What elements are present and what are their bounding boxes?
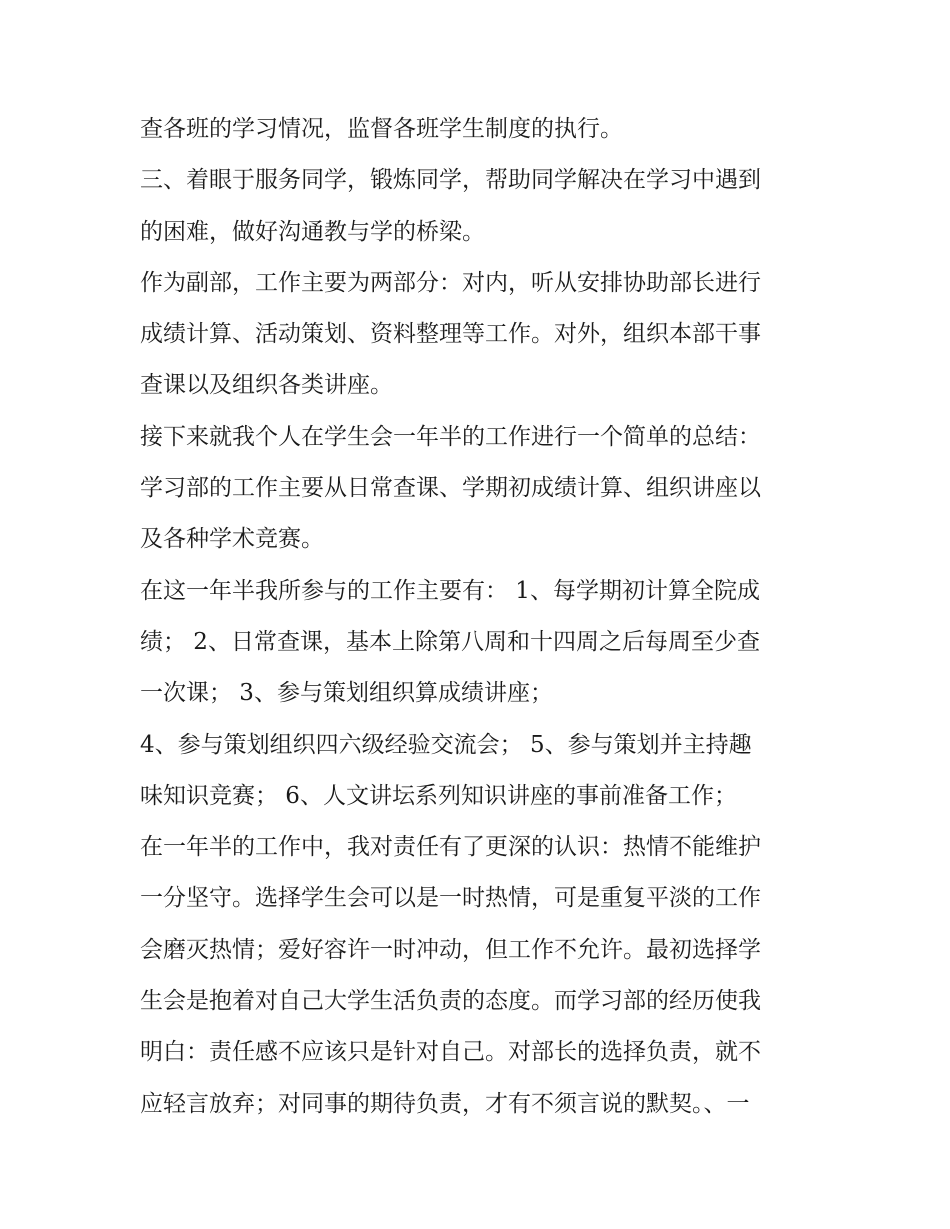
text-line-4: 作为副部，工作主要为两部分：对内，听从安排协助部长进行: [140, 269, 761, 296]
text-line-14: 味知识竞赛； 6、人文讲坛系列知识讲座的事前准备工作；: [140, 782, 737, 809]
text-line-3: 的困难，做好沟通教与学的桥梁。: [140, 218, 485, 245]
text-line-11: 绩； 2、日常查课，基本上除第八周和十四周之后每周至少查: [140, 628, 760, 655]
text-line-9: 及各种学术竞赛。: [140, 526, 324, 553]
document-body: [140, 104, 830, 1130]
text-line-10: 在这一年半我所参与的工作主要有： 1、每学期初计算全院成: [140, 577, 760, 604]
text-line-13: 4、参与策划组织四六级经验交流会； 5、参与策划并主持趣: [140, 731, 752, 758]
text-line-2: 三、着眼于服务同学，锻炼同学，帮助同学解决在学习中遇到: [140, 167, 761, 194]
text-line-8: 学习部的工作主要从日常查课、学期初成绩计算、组织讲座以: [140, 475, 761, 502]
text-line-16: 一分坚守。选择学生会可以是一时热情，可是重复平淡的工作: [140, 885, 761, 912]
text-line-7: 接下来就我个人在学生会一年半的工作进行一个简单的总结：: [140, 423, 761, 450]
text-line-5: 成绩计算、活动策划、资料整理等工作。对外，组织本部干事: [140, 321, 761, 348]
text-line-19: 明白：责任感不应该只是针对自己。对部长的选择负责，就不: [140, 1039, 761, 1066]
text-line-20: 应轻言放弃；对同事的期待负责，才有不须言说的默契。、一: [140, 1090, 750, 1117]
text-line-12: 一次课； 3、参与策划组织算成绩讲座；: [140, 680, 553, 707]
text-line-6: 查课以及组织各类讲座。: [140, 372, 393, 399]
text-line-1: 查各班的学习情况，监督各班学生制度的执行。: [140, 116, 623, 142]
text-line-17: 会磨灭热情；爱好容许一时冲动，但工作不允许。最初选择学: [140, 936, 761, 963]
text-line-15: 在一年半的工作中，我对责任有了更深的认识：热情不能维护: [140, 834, 761, 861]
text-line-18: 生会是抱着对自己大学生活负责的态度。而学习部的经历使我: [140, 988, 761, 1015]
